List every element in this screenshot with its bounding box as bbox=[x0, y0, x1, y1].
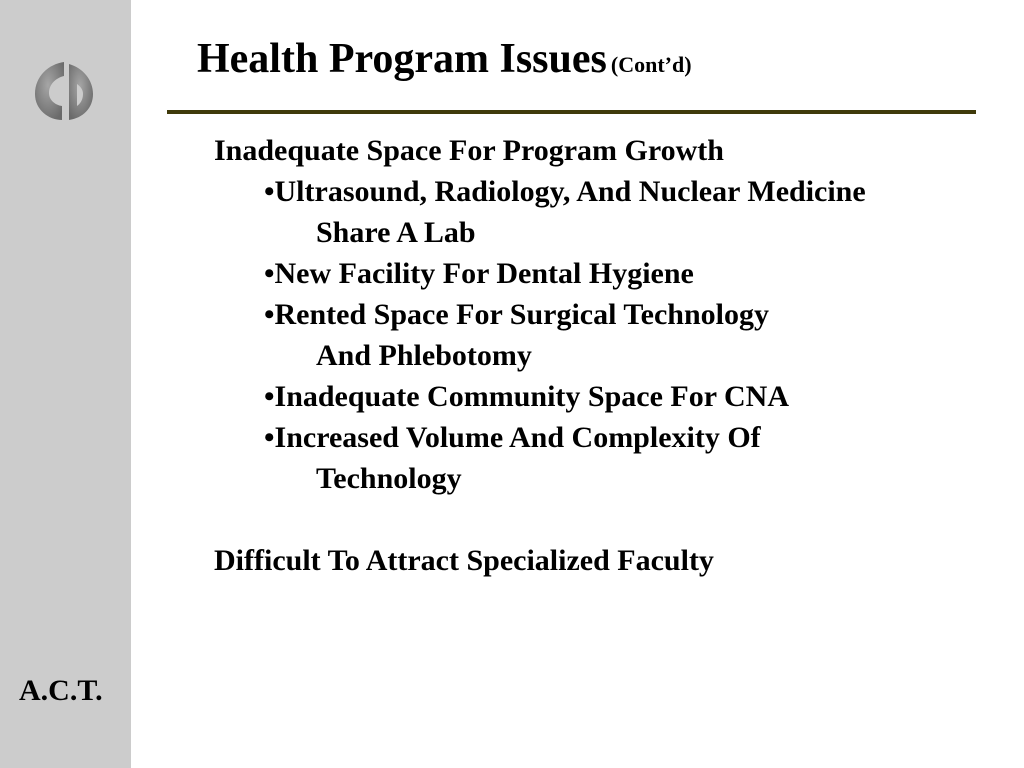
slide-content bbox=[214, 130, 994, 581]
slide-title-main: Health Program Issues bbox=[197, 36, 607, 82]
act-logo-icon bbox=[29, 58, 99, 124]
list-item-continuation: And Phlebotomy bbox=[316, 339, 532, 372]
slide-title-suffix: (Cont’d) bbox=[610, 52, 692, 77]
bullet-dot: • bbox=[264, 257, 275, 290]
list-item: •Inadequate Community Space For CNA bbox=[264, 380, 789, 413]
section-heading-space: Inadequate Space For Program Growth bbox=[214, 134, 724, 167]
list-item-continuation: Technology bbox=[316, 462, 462, 495]
bullet-dot: • bbox=[264, 380, 275, 413]
section-spacer bbox=[214, 499, 994, 540]
list-item: •Ultrasound, Radiology, And Nuclear Medicine bbox=[264, 175, 866, 208]
section-heading-faculty: Difficult To Attract Specialized Faculty bbox=[214, 544, 714, 577]
bullet-dot: • bbox=[264, 298, 275, 331]
list-item-continuation: Share A Lab bbox=[316, 216, 476, 249]
slide-title bbox=[197, 38, 692, 80]
title-divider bbox=[167, 110, 976, 114]
bullet-dot: • bbox=[264, 421, 275, 454]
footer-organization-mark: A.C.T. bbox=[19, 674, 103, 707]
list-item: •New Facility For Dental Hygiene bbox=[264, 257, 694, 290]
list-item: •Increased Volume And Complexity Of bbox=[264, 421, 761, 454]
list-item: •Rented Space For Surgical Technology bbox=[264, 298, 769, 331]
sidebar bbox=[0, 0, 131, 768]
bullet-dot: • bbox=[264, 175, 275, 208]
